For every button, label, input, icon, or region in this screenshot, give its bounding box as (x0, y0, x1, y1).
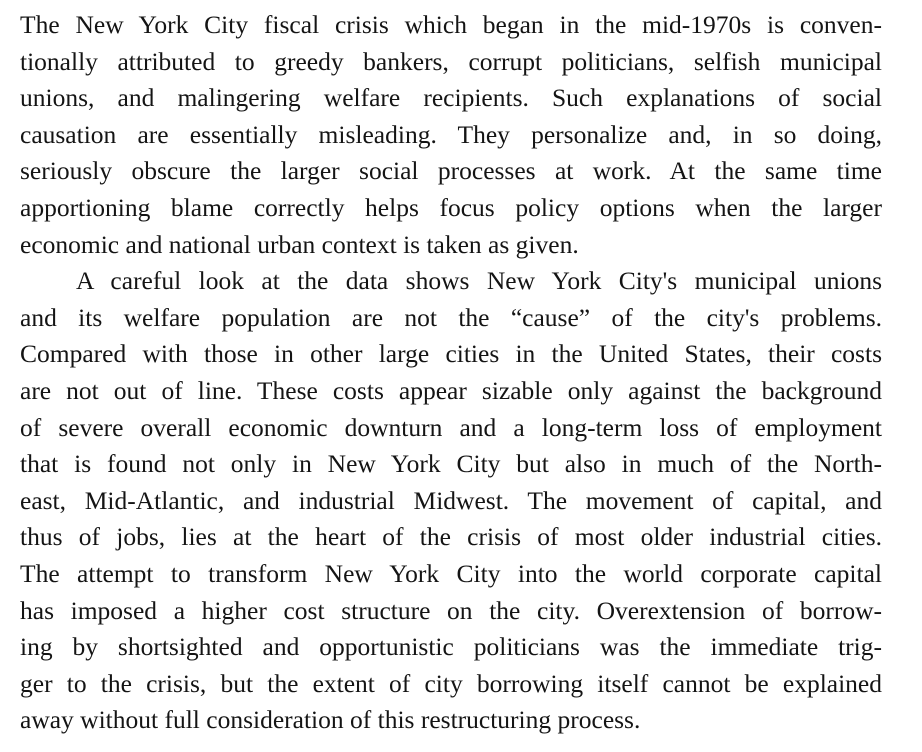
text-line: tionally attributed to greedy bankers, corrupt politicians, selfish municipal (20, 46, 882, 76)
text-line: causation are essentially misleading. They personalize and, in so doing, (20, 119, 882, 149)
paragraph-2 (20, 263, 882, 739)
text-line: that is found not only in New York City but also in much of the North- (20, 449, 882, 479)
text-line: The attempt to transform New York City into the world corporate capital (20, 558, 882, 588)
paragraph-1 (20, 7, 882, 263)
text-line: ger to the crisis, but the extent of city borrowing itself cannot be explained (20, 668, 882, 698)
text-line: seriously obscure the larger social processes at work. At the same time (20, 156, 882, 186)
text-line: east, Mid-Atlantic, and industrial Midwest. The movement of capital, and (20, 485, 882, 515)
text-line: of severe overall economic downturn and a long-term loss of employment (20, 412, 882, 442)
text-line: has imposed a higher cost structure on the city. Overextension of borrow- (20, 595, 882, 625)
text-line: are not out of line. These costs appear sizable only against the background (20, 375, 882, 405)
text-line: A careful look at the data shows New York City's municipal unions (76, 266, 882, 296)
text-line: economic and national urban context is taken as given. (20, 229, 579, 259)
text-line: ing by shortsighted and opportunistic politicians was the immediate trig- (20, 632, 882, 662)
text-line: The New York City fiscal crisis which began in the mid-1970s is conven- (20, 10, 882, 39)
text-line: thus of jobs, lies at the heart of the crisis of most older industrial cities. (20, 522, 882, 552)
text-line: unions, and malingering welfare recipients. Such explanations of social (20, 83, 882, 113)
text-line: and its welfare population are not the “cause” of the city's problems. (20, 302, 882, 332)
text-line: away without full consideration of this restructuring process. (20, 705, 641, 735)
text-line: Compared with those in other large cities in the United States, their costs (20, 339, 882, 369)
text-line: apportioning blame correctly helps focus policy options when the larger (20, 192, 882, 222)
